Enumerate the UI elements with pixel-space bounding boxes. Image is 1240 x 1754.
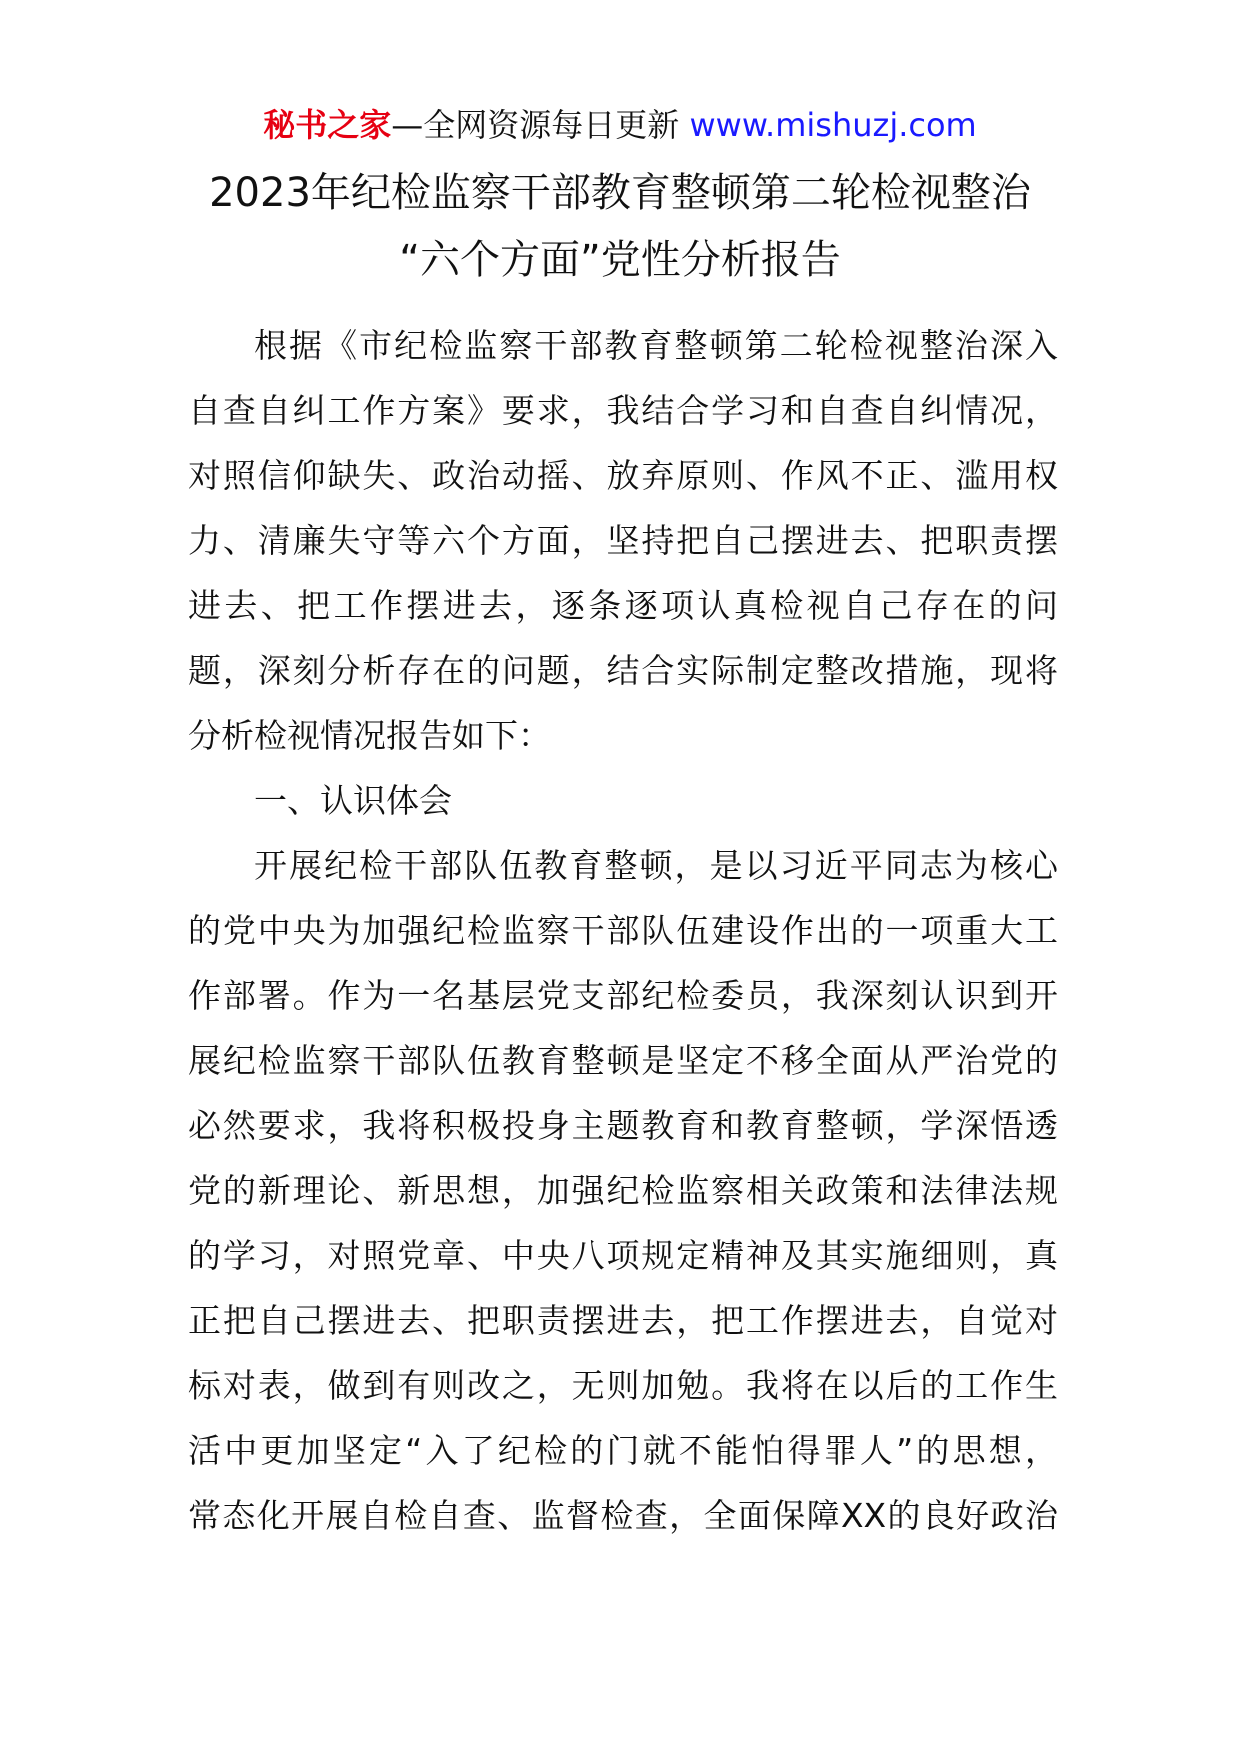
text-line: 题，深刻分析存在的问题，结合实际制定整改措施，现将 bbox=[188, 651, 1058, 690]
text-line: 分析检视情况报告如下： bbox=[188, 716, 551, 755]
text-line: 力、清廉失守等六个方面，坚持把自己摆进去、把职责摆 bbox=[188, 521, 1058, 560]
text-line: 必然要求，我将积极投身主题教育和教育整顿，学深悟透 bbox=[188, 1106, 1058, 1145]
text-line: 标对表，做到有则改之，无则加勉。我将在以后的工作生 bbox=[188, 1366, 1058, 1405]
banner-tagline: —全网资源每日更新 bbox=[391, 106, 680, 144]
text-line: 作部署。作为一名基层党支部纪检委员，我深刻认识到开 bbox=[188, 976, 1058, 1015]
site-banner bbox=[0, 103, 1240, 147]
paragraph-intro bbox=[188, 313, 1058, 1548]
document-title-line-2: “六个方面”党性分析报告 bbox=[399, 237, 841, 283]
text-line: 自查自纠工作方案》要求，我结合学习和自查自纠情况， bbox=[188, 391, 1058, 430]
text-line: 根据《市纪检监察干部教育整顿第二轮检视整治深入 bbox=[254, 326, 1058, 365]
text-line: 常态化开展自检自查、监督检查，全面保障XX的良好政治 bbox=[188, 1496, 1058, 1535]
brand-name: 秘书之家 bbox=[263, 106, 392, 144]
text-line: 进去、把工作摆进去，逐条逐项认真检视自己存在的问 bbox=[188, 586, 1058, 625]
text-line: 正把自己摆进去、把职责摆进去，把工作摆进去，自觉对 bbox=[188, 1301, 1058, 1340]
text-line: 活中更加坚定“入了纪检的门就不能怕得罪人”的思想， bbox=[188, 1431, 1058, 1470]
text-line: 的党中央为加强纪检监察干部队伍建设作出的一项重大工 bbox=[188, 911, 1058, 950]
text-line: 展纪检监察干部队伍教育整顿是坚定不移全面从严治党的 bbox=[188, 1041, 1058, 1080]
site-url-link[interactable]: www.mishuzj.com bbox=[689, 106, 977, 144]
section-heading: 一、认识体会 bbox=[254, 781, 452, 820]
document-title-line-1: 2023年纪检监察干部教育整顿第二轮检视整治 bbox=[209, 170, 1031, 216]
text-line: 的学习，对照党章、中央八项规定精神及其实施细则，真 bbox=[188, 1236, 1058, 1275]
text-line: 开展纪检干部队伍教育整顿，是以习近平同志为核心 bbox=[254, 846, 1058, 885]
text-line: 对照信仰缺失、政治动摇、放弃原则、作风不正、滥用权 bbox=[188, 456, 1058, 495]
text-line: 党的新理论、新思想，加强纪检监察相关政策和法律法规 bbox=[188, 1171, 1058, 1210]
